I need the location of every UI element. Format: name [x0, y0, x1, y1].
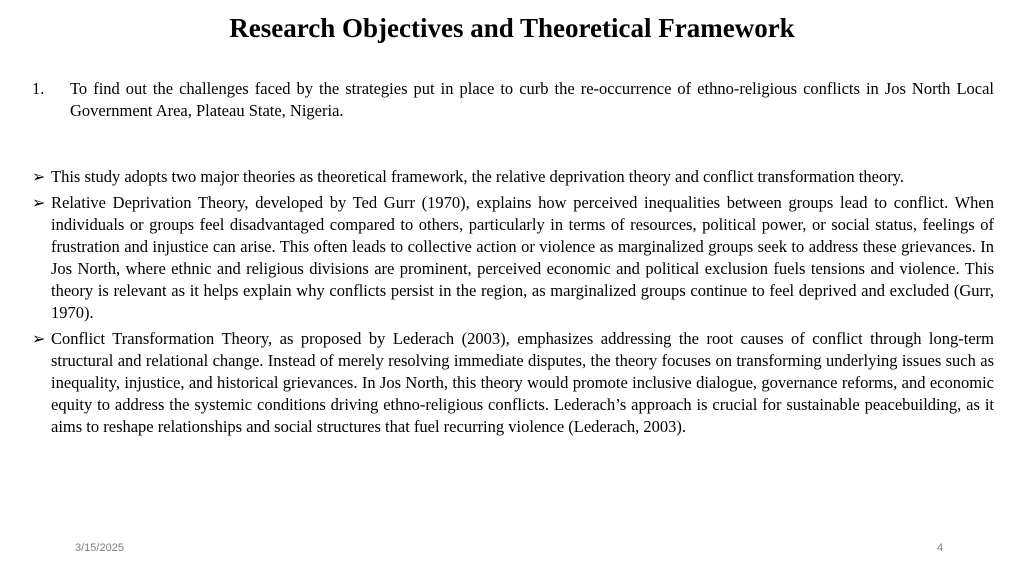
- bullet-item: [32, 328, 994, 438]
- arrow-bullet-icon: ➢: [32, 167, 46, 186]
- bullet-item: [32, 192, 994, 324]
- bullet-item: [32, 166, 994, 188]
- bullet-text: Conflict Transformation Theory, as proposed by Lederach (2003), emphasizes addressing the root causes of conflict through long-term structural and relational change. Instead of merely resolving immediate disputes, the theory focuses on transforming underlying issues such as inequality, injustice, and historical grievances. In Jos North, this theory would promote inclusive dialogue, governance reforms, and economic equity to address the systemic conditions driving ethno-religious conflicts. Lederach’s approach is crucial for sustainable peacebuilding, as it aims to reshape relationships and social structures that fuel recurring violence (Lederach, 2003).: [51, 329, 994, 436]
- footer-date: 3/15/2025: [75, 542, 124, 554]
- bullet-list: [32, 166, 994, 442]
- slide-title: Research Objectives and Theoretical Framework: [229, 13, 795, 43]
- arrow-bullet-icon: ➢: [32, 193, 46, 212]
- page-number: 4: [936, 542, 944, 554]
- bullet-text: Relative Deprivation Theory, developed by Ted Gurr (1970), explains how perceived inequalities between groups lead to conflict. When individuals or groups feel disadvantaged compared to others, particularly in terms of resources, political power, or social status, feelings of frustration and injustice can arise. This often leads to collective action or violence as marginalized groups seek to address these grievances. In Jos North, where ethnic and religious divisions are prominent, perceived economic and political exclusion fuels tensions and violence. This theory is relevant as it helps explain why conflicts persist in the region, as marginalized groups continue to feel deprived and excluded (Gurr, 1970).: [51, 193, 994, 322]
- objective-text: To find out the challenges faced by the strategies put in place to curb the re-occurrence of ethno-religious conflicts in Jos North Local Government Area, Plateau State, Nigeria.: [70, 79, 994, 120]
- objective-list: [32, 78, 994, 122]
- bullet-text: This study adopts two major theories as theoretical framework, the relative deprivation theory and conflict transformation theory.: [51, 167, 904, 186]
- arrow-bullet-icon: ➢: [32, 329, 46, 348]
- objective-item: [32, 78, 994, 122]
- objective-number: 1.: [32, 79, 45, 98]
